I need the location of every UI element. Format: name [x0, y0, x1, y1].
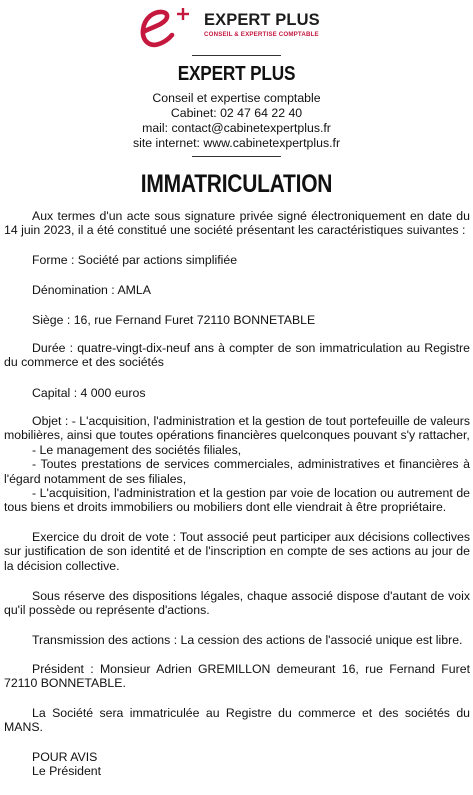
vote-text: Exercice du droit de vote : Tout associé peut participer aux décisions collectives sur justification de son identité et de l'inscription en compte de ses actions au jour de la décision collective.	[4, 530, 470, 573]
objet-text-2: - Le management des sociétés filiales,	[32, 442, 242, 457]
firm-email[interactable]: mail: contact@cabinetexpertplus.fr	[142, 121, 331, 135]
intro-text: Aux termes d'un acte sous signature privée signé électroniquement en date du 14 juin 2023, il a été constitué une société présentant les caractéristiques suivantes :	[4, 209, 470, 238]
president-text: Président : Monsieur Adrien GREMILLON demeurant 16, rue Fernand Furet 72110 BONNETABLE.	[4, 662, 470, 691]
header-rule-top	[192, 55, 281, 56]
header-rule-bottom	[192, 156, 281, 157]
pour-avis-text: POUR AVIS	[32, 750, 98, 764]
siege-text: Siège : 16, rue Fernand Furet 72110 BONNETABLE	[32, 313, 316, 327]
denomination-paragraph	[4, 283, 470, 297]
forme-text: Forme : Société par actions simplifiée	[32, 253, 238, 267]
intro-paragraph	[4, 209, 470, 238]
reserve-text: Sous réserve des dispositions légales, chaque associé dispose d'autant de voix qu'il possède ou représente d'actions.	[4, 589, 470, 618]
denomination-text: Dénomination : AMLA	[32, 283, 151, 297]
firm-description: Conseil et expertise comptable	[152, 91, 321, 105]
firm-name: EXPERT PLUS	[177, 63, 296, 85]
capital-paragraph	[4, 386, 470, 400]
vote-paragraph	[4, 530, 470, 573]
president-paragraph	[4, 662, 470, 691]
forme-paragraph	[4, 253, 470, 267]
objet-text-4: - L'acquisition, l'administration et la gestion par voie de location ou autrement de tous biens et droits immobiliers ou mobiliers dont elle viendrait à être propriétaire.	[4, 486, 470, 515]
duree-paragraph	[4, 341, 470, 370]
firm-phone: Cabinet: 02 47 64 22 40	[170, 106, 303, 120]
immatriculation-text: La Société sera immatriculée au Registre du commerce et des sociétés du MANS.	[4, 706, 470, 735]
transmission-text: Transmission des actions : La cession des actions de l'associé unique est libre.	[32, 633, 463, 647]
objet-paragraph	[4, 414, 470, 515]
signataire-text: Le Président	[32, 764, 102, 779]
transmission-paragraph	[4, 633, 470, 647]
duree-text: Durée : quatre-vingt-dix-neuf ans à compter de son immatriculation au Registre du commerce et des sociétés	[4, 341, 470, 370]
notice-title: IMMATRICULATION	[140, 170, 333, 198]
logo-brand-text: EXPERT PLUS	[204, 11, 320, 29]
objet-text-3: - Toutes prestations de services commerciales, administratives et financières à l'égard notamment de ses filiales,	[4, 457, 470, 486]
firm-website[interactable]: site internet: www.cabinetexpertplus.fr	[132, 136, 341, 150]
immatriculation-paragraph	[4, 706, 470, 735]
siege-paragraph	[4, 313, 470, 327]
signature-block	[4, 750, 470, 779]
e-plus-logo-icon	[136, 4, 202, 48]
capital-text: Capital : 4 000 euros	[32, 386, 146, 400]
logo-tagline-text: CONSEIL & EXPERTISE COMPTABLE	[204, 31, 319, 38]
reserve-paragraph	[4, 589, 470, 618]
expert-plus-logo	[136, 4, 336, 48]
objet-text-1: Objet : - L'acquisition, l'administration et la gestion de tout portefeuille de valeurs mobilières, ainsi que toutes opérations financières quelconques pouvant s'y rattacher,	[4, 414, 470, 443]
